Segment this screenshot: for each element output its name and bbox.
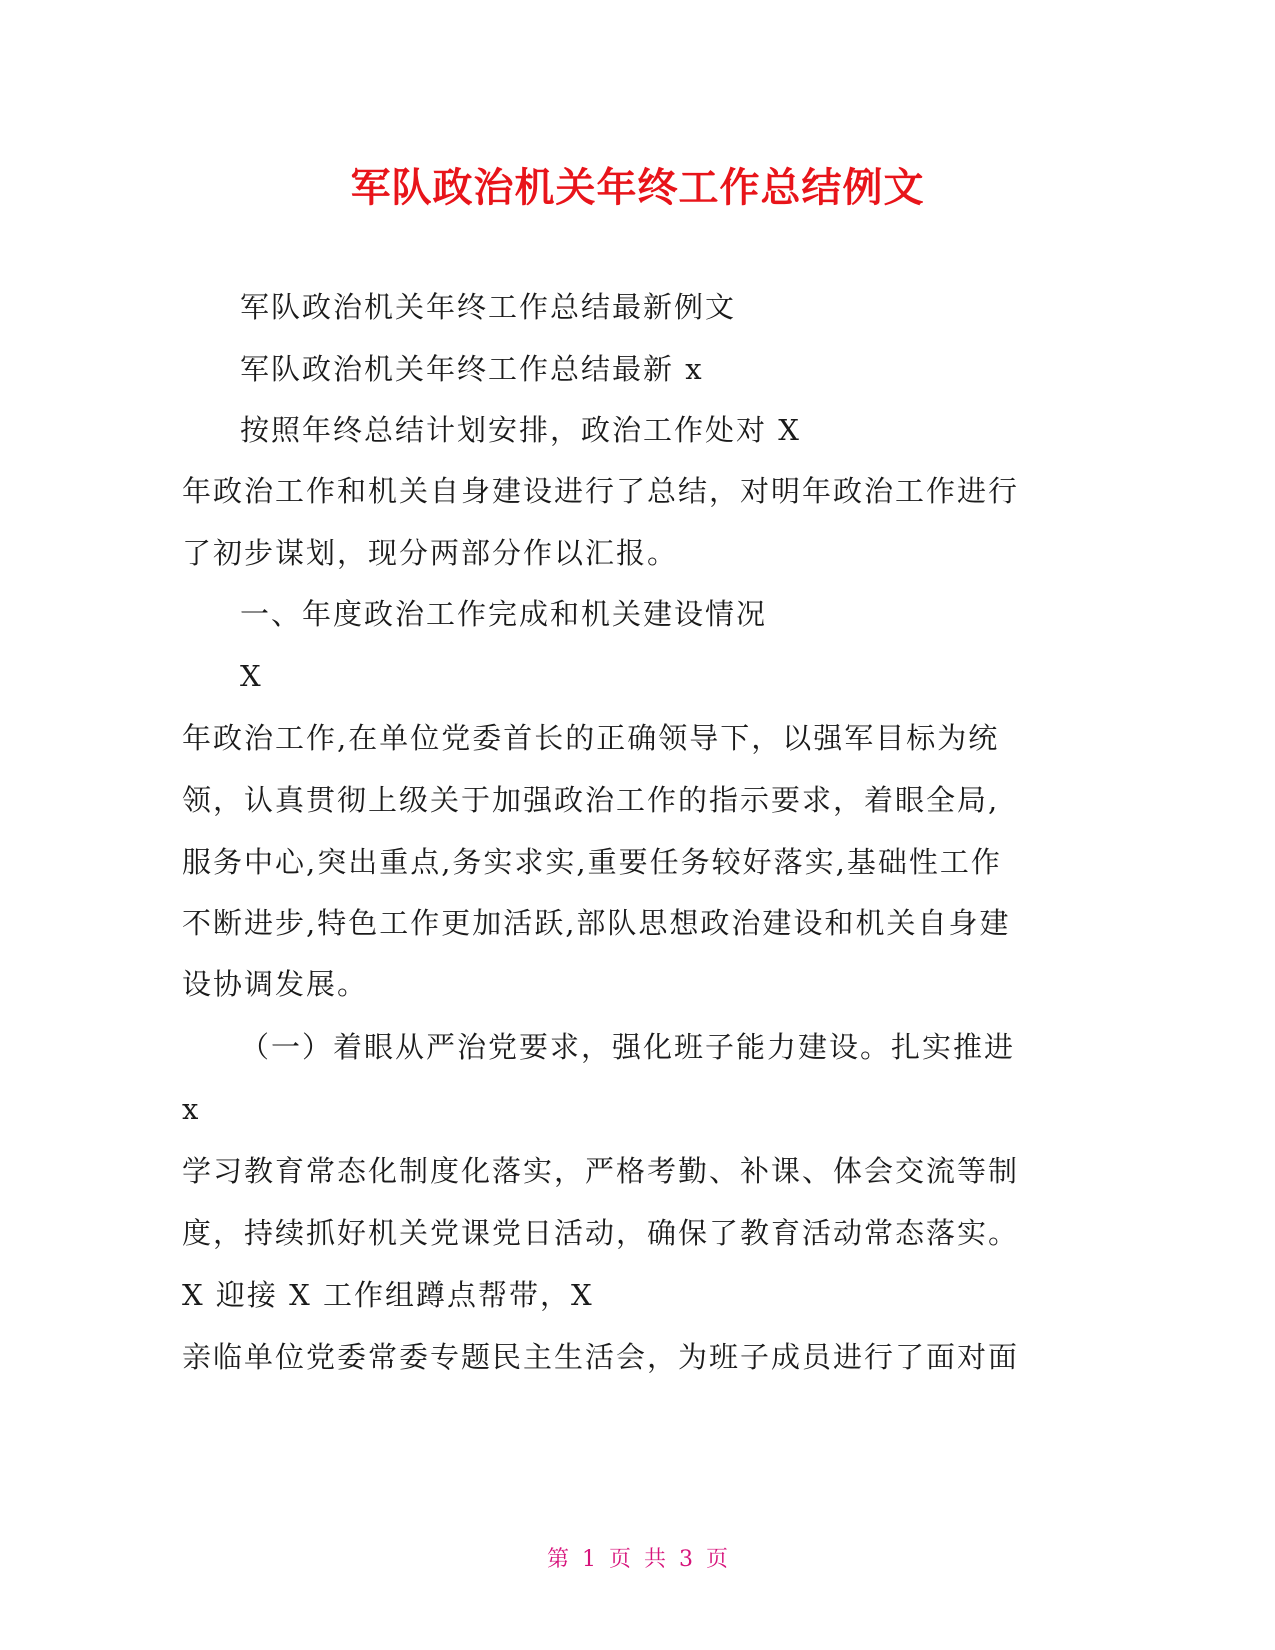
page-number-footer: 第 1 页 共 3 页 [547, 1547, 728, 1572]
text-line: 军队政治机关年终工作总结最新例文 [240, 290, 737, 324]
text-line: 亲临单位党委常委专题民主生活会，为班子成员进行了面对面 [182, 1340, 1020, 1374]
text-line: X [240, 659, 263, 693]
text-line: 军队政治机关年终工作总结最新 x [240, 352, 704, 386]
text-line: 了初步谋划，现分两部分作以汇报。 [182, 536, 679, 570]
text-line: X 迎接 X 工作组蹲点帮带，X [182, 1278, 594, 1312]
section-heading: 一、年度政治工作完成和机关建设情况 [240, 597, 768, 631]
text-line: 设协调发展。 [182, 967, 369, 1001]
text-line: 学习教育常态化制度化落实，严格考勤、补课、体会交流等制 [182, 1154, 1020, 1188]
text-line: 年政治工作,在单位党委首长的正确领导下，以强军目标为统 [182, 721, 1000, 755]
document-title: 军队政治机关年终工作总结例文 [350, 165, 925, 211]
text-line: 服务中心,突出重点,务实求实,重要任务较好落实,基础性工作 [182, 845, 1002, 879]
text-line: 年政治工作和机关自身建设进行了总结，对明年政治工作进行 [182, 474, 1020, 508]
text-line: 按照年终总结计划安排，政治工作处对 X [240, 413, 801, 447]
text-line: 度，持续抓好机关党课党日活动，确保了教育活动常态落实。 [182, 1216, 1020, 1250]
subsection-heading: （一）着眼从严治党要求，强化班子能力建设。扎实推进 [240, 1030, 1016, 1064]
text-line: 领，认真贯彻上级关于加强政治工作的指示要求，着眼全局, [182, 783, 1000, 817]
text-line: 不断进步,特色工作更加活跃,部队思想政治建设和机关自身建 [182, 906, 1011, 940]
text-line: x [182, 1092, 201, 1126]
